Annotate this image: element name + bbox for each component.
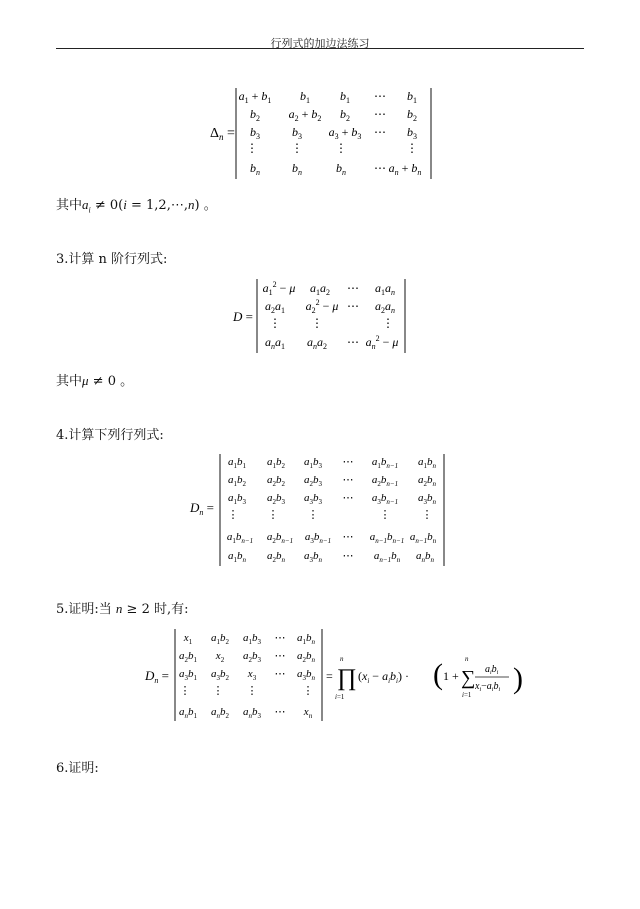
svg-text:Dn =: $D_n$ =	[145, 668, 169, 685]
svg-text:a1b2: $a_1b_2$	[211, 632, 229, 646]
svg-text:anb3: $a_nb_3$	[243, 706, 261, 720]
svg-text:a2bn: $a_2b_n$	[297, 650, 315, 664]
svg-text:⋮: ⋮	[267, 509, 279, 521]
svg-text:D =: D =	[233, 309, 253, 324]
svg-text:i=1: i=1	[335, 693, 345, 701]
svg-text:⋯: ⋯	[374, 89, 386, 103]
svg-text:a2bn−1: $a_2b_{n-1}$	[266, 531, 294, 545]
svg-text:⋯: ⋯	[274, 706, 286, 718]
svg-text:anbn: $a_nb_n$	[416, 550, 434, 564]
svg-text:a22 − μ: $a_2^2 - \mu$	[305, 298, 339, 315]
svg-text:an−1bn: $a_{n-1}b_n$	[409, 531, 437, 545]
svg-text:b2: $b_2$	[340, 107, 350, 123]
svg-text:a2 + b2: $a_2 + b_2$	[288, 107, 322, 123]
svg-text:anb2: $a_nb_2$	[211, 706, 229, 720]
problem2-condition-prefix: 其中	[56, 198, 83, 213]
svg-text:x1: $x_1$	[183, 632, 193, 646]
svg-text:⋮: ⋮	[227, 509, 239, 521]
svg-text:ana1: $a_na_1$	[265, 335, 285, 351]
svg-text:bn: $b_n$	[250, 161, 260, 177]
svg-text:a3 + b3: $a_3 + b_3$	[328, 125, 362, 141]
svg-text:a2b1: $a_2b_1$	[179, 650, 197, 664]
svg-text:⋮: ⋮	[307, 509, 319, 521]
svg-text:a1bn−1: $a_1b_{n-1}$	[371, 456, 399, 470]
svg-text:anb1: $a_nb_1$	[179, 706, 197, 720]
svg-text:⋮: ⋮	[246, 685, 258, 697]
problem2-condition: 其中$a_i \ne 0(i$ = 1,2,⋯,n) 。	[56, 197, 217, 215]
svg-text:a2bn: $a_2b_n$	[267, 550, 285, 564]
svg-text:x3: $x_3$	[247, 668, 257, 682]
svg-text:bn: $b_n$	[292, 161, 302, 177]
svg-text:⋯: ⋯	[374, 125, 386, 139]
problem4-heading: 4.计算下列行列式:	[56, 428, 164, 443]
problem4-row-4	[228, 509, 433, 521]
svg-text:a1an: $a_1a_n$	[375, 281, 395, 297]
svg-text:⋯: ⋯	[347, 335, 359, 349]
svg-text:⋮: ⋮	[291, 141, 303, 155]
svg-text:b1: $b_1$	[300, 89, 310, 105]
svg-text:a2bn−1: $a_2b_{n-1}$	[371, 474, 399, 488]
svg-text:x2: $x_2$	[215, 650, 225, 664]
svg-text:a2a1: $a_2a_1$	[265, 299, 285, 315]
svg-text:b1: $b_1$	[340, 89, 350, 105]
svg-text:=: =	[326, 669, 333, 683]
svg-text:⋯: ⋯	[342, 531, 354, 543]
svg-text:n: n	[465, 655, 469, 663]
svg-text:a2b3: $a_2b_3$	[243, 650, 261, 664]
svg-text:a3b3: $a_3b_3$	[304, 492, 322, 506]
svg-text:a12 − μ: $a_1^2 - \mu$	[262, 280, 296, 297]
svg-text:⋯: ⋯	[342, 550, 354, 562]
svg-text:a1b2: $a_1b_2$	[228, 474, 246, 488]
svg-text:a2an: $a_2a_n$	[375, 299, 395, 315]
problem5-rhs	[326, 655, 499, 701]
problem4-row-1	[228, 456, 437, 470]
problem6-heading: 6.证明:	[56, 761, 99, 776]
svg-text:⋮: ⋮	[382, 316, 394, 330]
svg-text:⋯: ⋯	[274, 650, 286, 662]
svg-text:⋯: ⋯	[274, 668, 286, 680]
svg-text:an2 − μ: $a_n^2 - \mu$	[365, 334, 399, 351]
svg-text:a3bn: $a_3b_n$	[297, 668, 315, 682]
svg-text:an−1bn: $a_{n-1}b_n$	[373, 550, 401, 564]
problem2-determinant	[200, 80, 450, 185]
problem5-fraction	[475, 658, 525, 698]
svg-text:b2: $b_2$	[250, 107, 260, 123]
svg-text:a1b1: $a_1b_1$	[228, 456, 246, 470]
page-header-title: 行列式的加边法练习	[270, 37, 370, 50]
svg-text:aibi: $a_ib_i$	[485, 664, 499, 676]
svg-text:a1b3: $a_1b_3$	[243, 632, 261, 646]
svg-text:a2bn: $a_2b_n$	[418, 474, 436, 488]
svg-text:1 +: 1 +	[443, 669, 459, 683]
svg-text:a1bn: $a_1b_n$	[228, 550, 246, 564]
svg-text:⋯: ⋯	[347, 299, 359, 313]
svg-text:⋮: ⋮	[269, 316, 281, 330]
problem4-row-3	[228, 492, 437, 506]
problem2-lhs: $\Delta_n$ =	[210, 126, 235, 142]
svg-text:a2b2: $a_2b_2$	[267, 474, 285, 488]
problem5-heading: 5.证明:当 n ≥ 2 时,有:	[56, 601, 189, 617]
svg-text:a2b3: $a_2b_3$	[304, 474, 322, 488]
problem4-row-2	[228, 474, 437, 488]
svg-text:(xi − aibi) ·: $(x_i - a_ib_i)$ ·	[358, 669, 409, 685]
svg-text:⋯: ⋯	[274, 632, 286, 644]
svg-text:): )	[513, 662, 523, 695]
svg-text:a3b1: $a_3b_1$	[179, 668, 197, 682]
svg-text:⋯: ⋯	[342, 474, 354, 486]
svg-text:⋮: ⋮	[246, 141, 258, 155]
svg-text:a1bn: $a_1b_n$	[297, 632, 315, 646]
svg-text:⋮: ⋮	[421, 509, 433, 521]
svg-text:a1b2: $a_1b_2$	[267, 456, 285, 470]
svg-text:a1 + b1: $a_1 + b_1$	[238, 89, 272, 105]
problem3-condition: 其中μ ≠ 0 。	[56, 373, 134, 389]
svg-text:∏: ∏	[337, 665, 357, 691]
svg-text:⋮: ⋮	[335, 141, 347, 155]
svg-text:⋯: ⋯	[342, 492, 354, 504]
svg-text:a1bn: $a_1b_n$	[418, 456, 436, 470]
svg-text:an−1bn−1: $a_{n-1}b_{n-1}$	[369, 531, 405, 545]
svg-text:xi−aibi: $x_i-a_ib_i$	[475, 681, 501, 693]
problem3-determinant	[225, 275, 420, 357]
svg-text:⋮: ⋮	[379, 509, 391, 521]
svg-text:an + bn: $a_n + b_n$	[388, 161, 422, 177]
svg-text:(: (	[433, 658, 443, 691]
svg-text:i=1: i=1	[462, 691, 472, 699]
problem3-condition-suffix: 。	[120, 374, 134, 389]
svg-text:⋮: ⋮	[302, 685, 314, 697]
svg-text:b1: $b_1$	[407, 89, 417, 105]
svg-text:n: n	[340, 655, 344, 663]
problem5-equation	[140, 625, 510, 725]
svg-text:b3: $b_3$	[407, 125, 417, 141]
svg-text:b3: $b_3$	[292, 125, 302, 141]
svg-text:⋯: ⋯	[374, 107, 386, 121]
svg-text:Dn =: $D_n$ =	[190, 500, 214, 517]
svg-text:a1a2: $a_1a_2$	[310, 281, 330, 297]
svg-text:⋯: ⋯	[342, 456, 354, 468]
svg-text:a3bn−1: $a_3b_{n-1}$	[371, 492, 399, 506]
problem2-condition-suffix: 。	[203, 198, 217, 213]
svg-text:a3bn: $a_3b_n$	[304, 550, 322, 564]
svg-text:a3bn: $a_3b_n$	[418, 492, 436, 506]
svg-text:xn: $x_n$	[303, 706, 313, 720]
problem4-determinant	[185, 450, 455, 570]
svg-text:⋮: ⋮	[179, 685, 191, 697]
problem3-heading: 3.计算 n 阶行列式:	[56, 252, 168, 267]
svg-text:a3bn−1: $a_3b_{n-1}$	[304, 531, 332, 545]
svg-text:a1bn−1: $a_1b_{n-1}$	[226, 531, 254, 545]
svg-text:bn: $b_n$	[336, 161, 346, 177]
problem4-row-6	[228, 550, 435, 564]
svg-text:⋮: ⋮	[212, 685, 224, 697]
svg-text:⋯: ⋯	[374, 161, 386, 175]
svg-text:a1b3: $a_1b_3$	[228, 492, 246, 506]
svg-text:a3b2: $a_3b_2$	[211, 668, 229, 682]
svg-text:a2b3: $a_2b_3$	[267, 492, 285, 506]
svg-text:b3: $b_3$	[250, 125, 260, 141]
svg-text:⋮: ⋮	[406, 141, 418, 155]
svg-text:a1b3: $a_1b_3$	[304, 456, 322, 470]
problem3-condition-prefix: 其中	[56, 374, 83, 389]
header-divider	[56, 48, 584, 49]
svg-text:⋯: ⋯	[347, 281, 359, 295]
svg-text:ana2: $a_na_2$	[307, 335, 327, 351]
svg-text:b2: $b_2$	[407, 107, 417, 123]
svg-text:∑: ∑	[461, 667, 476, 689]
svg-text:⋮: ⋮	[311, 316, 323, 330]
problem4-row-5	[227, 531, 437, 545]
